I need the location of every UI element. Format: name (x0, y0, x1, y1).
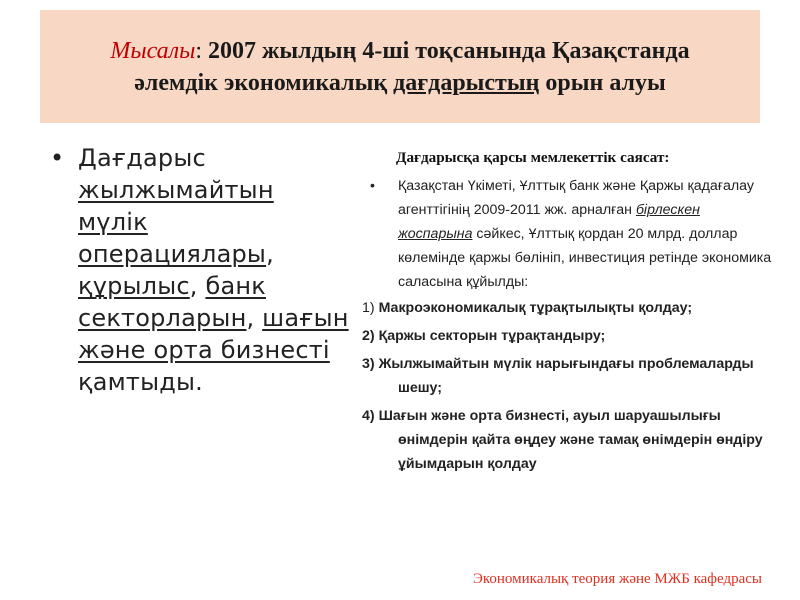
policy-item-number: 4) (362, 408, 379, 424)
bullet-icon: • (370, 178, 375, 194)
left-bullet-column (50, 142, 350, 398)
policy-item-1 (362, 296, 772, 320)
left-bullet-text (78, 142, 350, 398)
policy-para-end: сәйкес, Ұлттық қордан 20 млрд. доллар көлемінде қаржы бөлініп, инвестиция ретінде экономика саласына құйылды: (398, 226, 772, 290)
title-colon: : (195, 37, 203, 64)
left-text-1: Дағдарыс (78, 144, 206, 172)
policy-item-number: 3) (362, 356, 379, 372)
title-prefix: Мысалы (110, 37, 196, 64)
policy-item-number: 2) (362, 328, 379, 344)
title-line-1 (110, 35, 689, 67)
policy-para-start: Қазақстан Үкіметі, Ұлттық банк және Қаржы қадағалау агенттігінің 2009-2011 жж. арналған (398, 178, 754, 218)
title-underlined-word: дағдарыстың (393, 69, 540, 96)
left-underlined-1: жылжымайтын мүлік операциялары (78, 176, 274, 268)
policy-item-4 (362, 404, 772, 476)
left-underlined-3: банк секторларын (78, 272, 266, 332)
title-line-1-text: 2007 жылдың 4-ші тоқсанында Қазақстанда (202, 37, 690, 64)
left-text-5: қамтыды. (78, 368, 204, 396)
policy-column (362, 146, 772, 480)
footer-department: Экономикалық теория және МЖБ кафедрасы (472, 571, 762, 587)
policy-heading: Дағдарысқа қарсы мемлекеттік саясат: (396, 149, 670, 166)
policy-item-text: Жылжымайтын мүлік нарығындағы проблемаларды шешу; (378, 356, 754, 396)
left-underlined-2: құрылыс (78, 272, 190, 300)
slide-title-band (40, 10, 760, 123)
policy-para-emphasis: бірлескен жоспарына (398, 202, 700, 242)
title-line-2 (134, 67, 666, 99)
left-text-3: , (189, 272, 206, 300)
title-line-2-start: әлемдік экономикалық (134, 69, 394, 96)
policy-item-2 (362, 324, 772, 348)
title-line-2-end: орын алуы (539, 69, 666, 96)
left-underlined-4: шағын және орта бизнесті (78, 304, 349, 364)
policy-item-text: Макроэкономикалық тұрақтылықты қолдау; (378, 300, 693, 316)
policy-item-number: 1) (362, 300, 379, 316)
policy-item-text: Шағын және орта бизнесті, ауыл шаруашылығы өнімдерін қайта өңдеу және тамақ өнімдерін өндіру ұйымдарын қолдау (378, 408, 763, 472)
bullet-icon: • (50, 144, 65, 172)
left-text-4: , (246, 304, 263, 332)
policy-item-3 (362, 352, 772, 400)
policy-item-text: Қаржы секторын тұрақтандыру; (378, 328, 606, 344)
left-text-2: , (266, 240, 274, 268)
policy-paragraph (362, 174, 772, 294)
